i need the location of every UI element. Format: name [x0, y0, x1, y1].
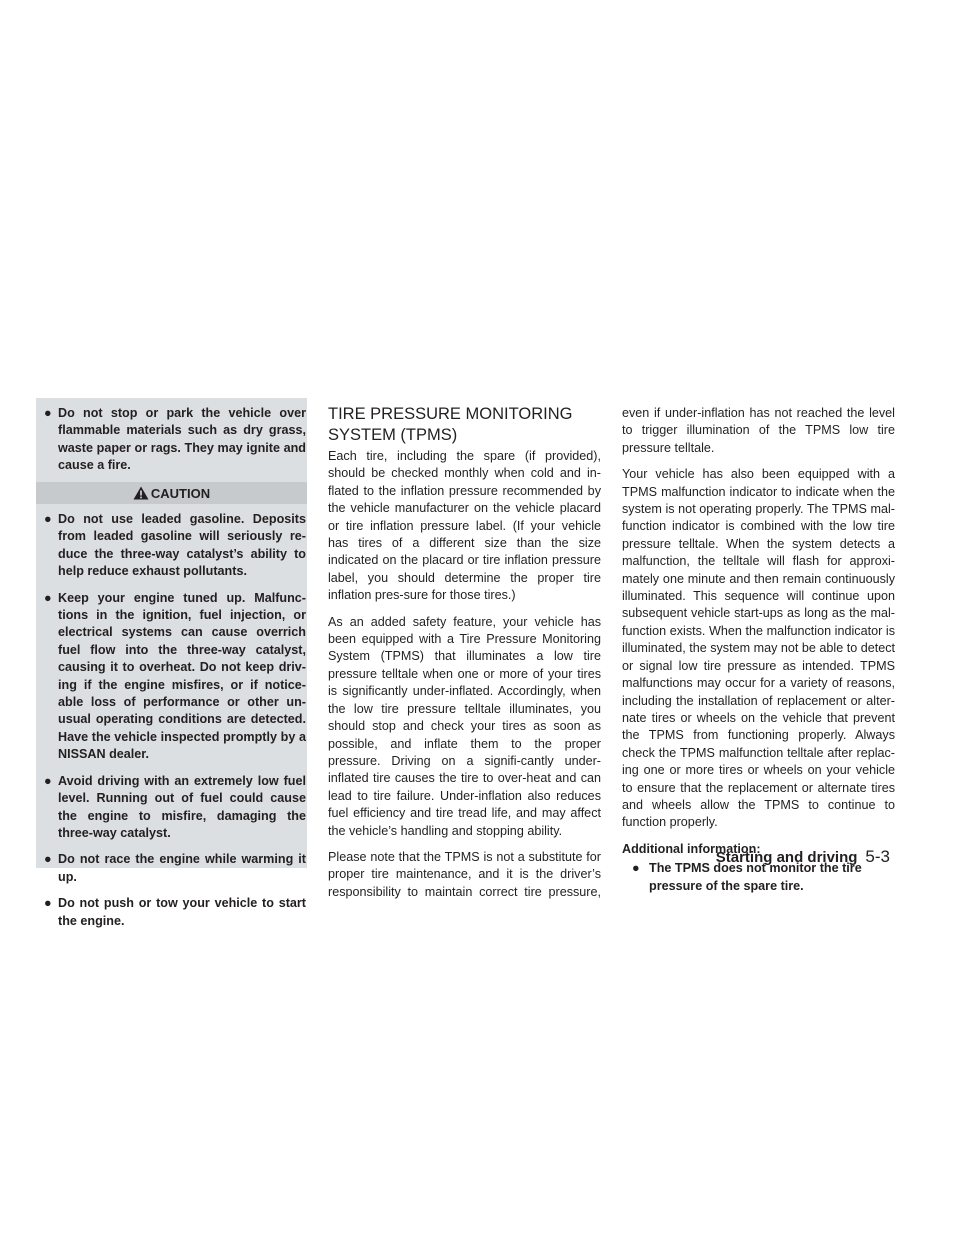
text-column-2: [328, 448, 601, 910]
warning-list: [44, 405, 306, 484]
caution-list: [44, 511, 306, 939]
caution-title: CAUTION: [150, 485, 211, 501]
text-column-3: [622, 405, 895, 895]
section-title: TIRE PRESSURE MONITORING SYSTEM (TPMS): [328, 405, 573, 444]
footer-section-name: Starting and driving: [715, 849, 858, 866]
additional-info-item: ● The TPMS does not monitor the tire pressure of the spare tire.: [632, 861, 862, 893]
caution-header: [36, 482, 307, 504]
paragraph: Each tire, including the spare (if provided), should be checked monthly when cold and in-flated to the inflation pressure recommended by the vehicle manufacturer on the vehicle placard or tire inflation pressure label. (If your vehicle has tires of a different size than the size indicated on the placard or tire inflation pressure label, you should determine the proper tire inflation pres-sure for those tires.): [328, 449, 601, 603]
additional-info-heading: Additional information:: [622, 841, 761, 856]
paragraph: Your vehicle has also been equipped with a TPMS malfunction indicator to indicate when the system is not operating properly. The TPMS mal-function indicator is combined with the low tire pressure telltale. When the system detects a malfunction, the telltale will flash for approxi-mately one minute and then remain continuously illuminated. This sequence will continue upon subsequent vehicle start-ups as long as the mal-function exists. When the malfunction indicator is illuminated, the system may not be able to detect or signal low tire pressure as intended. TPMS malfunctions may occur for a variety of reasons, including the installation of replacement or alter-nate tires or wheels on the vehicle that prevent the TPMS from functioning properly. Always check the TPMS malfunction telltale after replac-ing one or more tires or wheels on your vehicle to ensure that the replacement or alternate tires and wheels allow the TPMS to continue to function properly.: [622, 467, 896, 830]
page-footer: [716, 847, 890, 867]
bullet-icon: ●: [44, 590, 52, 605]
bullet-icon: ●: [44, 852, 52, 867]
paragraph: Please note that the TPMS is not a substitute for proper tire maintenance, and it is the driver’s responsibility to maintain correct tire pressure,: [328, 849, 601, 899]
caution-item: ● Do not use leaded gasoline. Deposits from leaded gasoline will seriously re-duce the three-way catalyst’s ability to help reduce exhaust pollutants.: [44, 512, 306, 579]
warning-triangle-icon: [133, 486, 149, 500]
caution-item: ● Do not push or tow your vehicle to start the engine.: [44, 896, 306, 928]
paragraph: even if under-inflation has not reached the level to trigger illumination of the TPMS low tire pressure telltale.: [622, 406, 895, 455]
caution-item: ● Do not race the engine while warming it up.: [44, 852, 306, 884]
caution-item: ● Avoid driving with an extremely low fuel level. Running out of fuel could cause the engine to misfire, damaging the three-way catalyst.: [44, 773, 306, 840]
bullet-icon: ●: [44, 896, 52, 911]
bullet-icon: ●: [632, 861, 640, 876]
page-number: 5-3: [865, 847, 890, 866]
bullet-icon: ●: [44, 773, 52, 788]
paragraph: As an added safety feature, your vehicle has been equipped with a Tire Pressure Monitoring System (TPMS) that illuminates a low tire pressure telltale when one or more of your tires is significantly under-inflated. Accordingly, when the low tire pressure telltale illuminates, you should stop and check your tires as soon as possible, and inflate them to the proper pressure. Driving on a signifi-cantly under-inflated tire causes the tire to over-heat and can lead to tire failure. Under-inflation also reduces fuel efficiency and tire tread life, and may affect the vehicle’s handling and stopping ability.: [328, 614, 601, 838]
bullet-icon: ●: [44, 512, 52, 526]
bullet-icon: ●: [44, 406, 52, 420]
caution-item: ● Keep your engine tuned up. Malfunc-tions in the ignition, fuel injection, or electrical systems can cause overrich fuel flow into the three-way catalyst, causing it to overheat. Do not keep driv-ing if the engine misfires, or if notice-able loss of performance or other un-usual operating conditions are detected. Have the vehicle inspected promptly by a NISSAN dealer.: [44, 590, 306, 762]
warning-item: ● Do not stop or park the vehicle over flammable materials such as dry grass, waste paper or rags. They may ignite and cause a fire.: [44, 406, 306, 473]
